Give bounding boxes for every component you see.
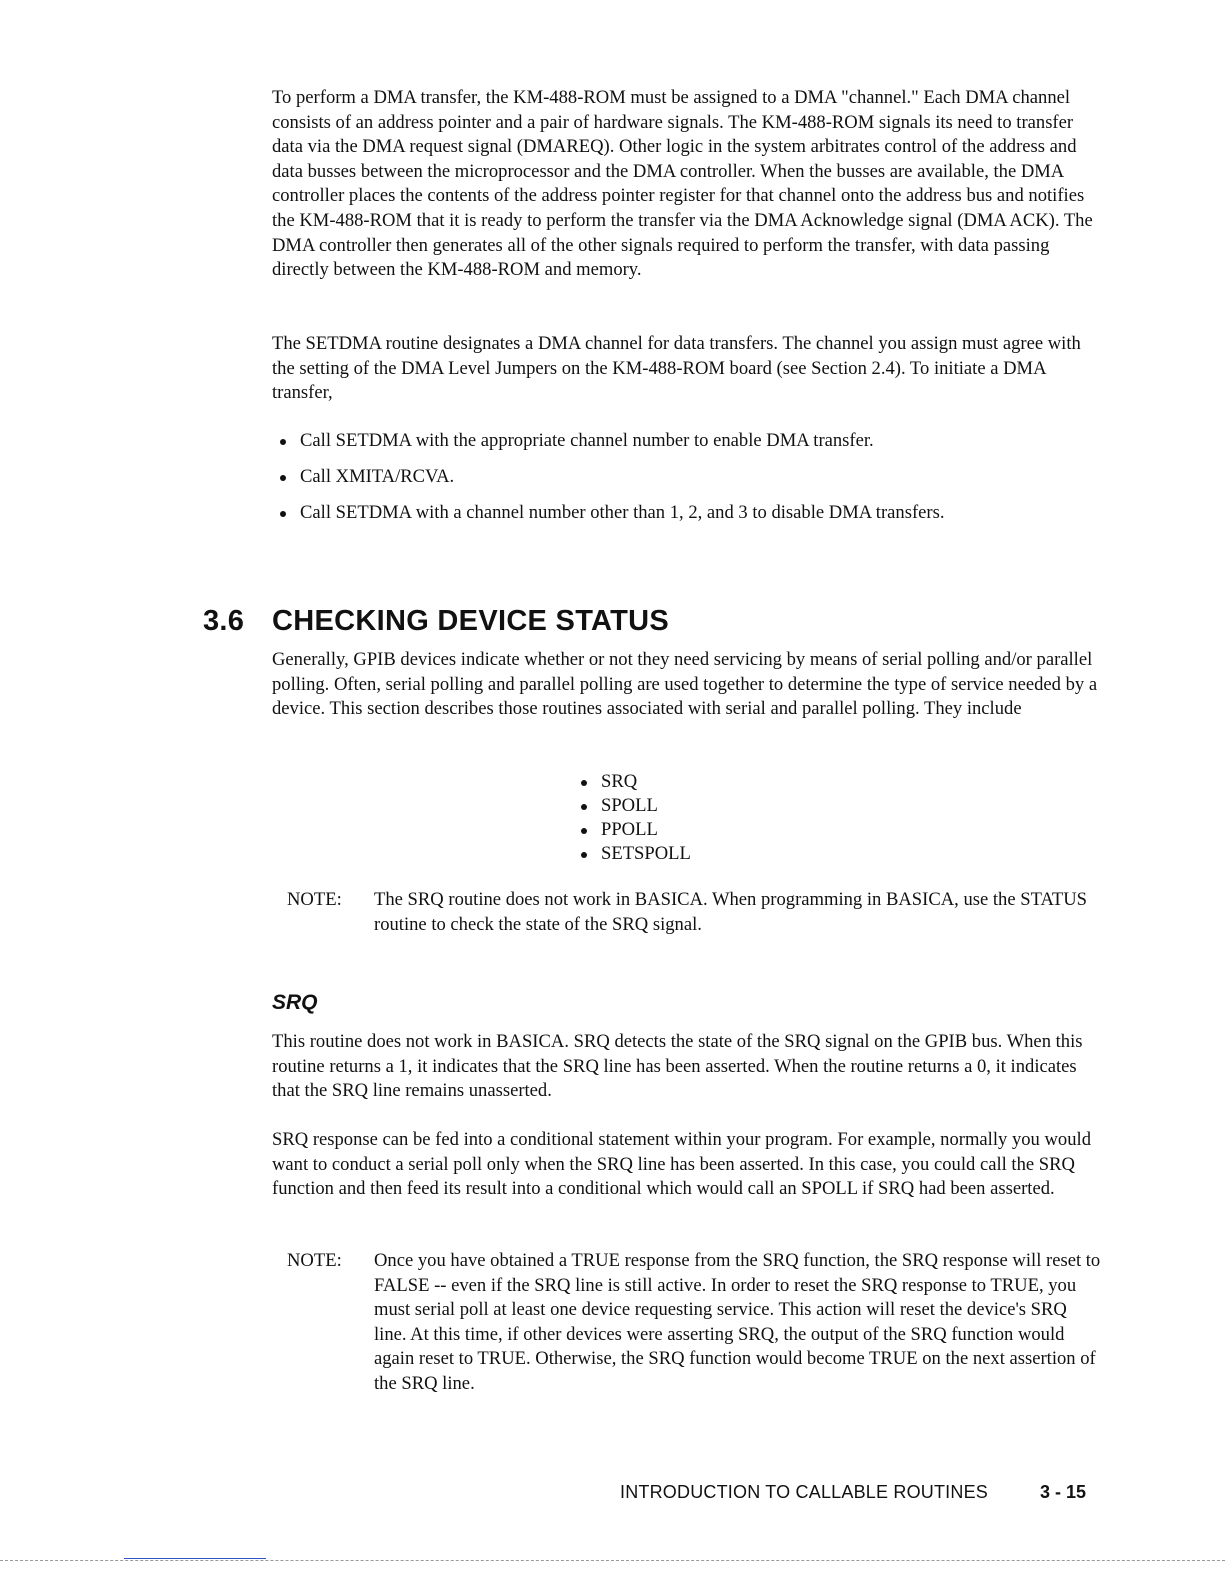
srq-usage-paragraph: SRQ response can be fed into a conditional statement within your program. For example, normally you would want to conduct a serial poll only when the SRQ line has been asserted. In this case, you could call the SRQ function and then feed its result into a conditional which would call an SPOLL if SRQ had been asserted. — [272, 1129, 1091, 1200]
list-item: SETSPOLL — [580, 842, 691, 866]
note-text: Once you have obtained a TRUE response from the SRQ function, the SRQ response will reset to FALSE -- even if the SRQ line is still active. In order to reset the SRQ response to TRUE, you must serial poll at least one device requesting service. This action will reset the device's SRQ line. At this time, if other devices were asserting SRQ, the output of the SRQ function would again reset to TRUE. Otherwise, the SRQ function would become TRUE on the next assertion of the SRQ line. — [374, 1250, 1101, 1394]
page-number: 3 - 15 — [1040, 1482, 1087, 1502]
note-text: The SRQ routine does not work in BASICA. When programming in BASICA, use the STATUS routine to check the state of the SRQ signal. — [374, 889, 1087, 935]
routine-list — [580, 770, 691, 866]
footer-chapter-title: INTRODUCTION TO CALLABLE ROUTINES — [620, 1482, 988, 1502]
list-item: Call SETDMA with a channel number other than 1, 2, and 3 to disable DMA transfers. — [278, 501, 1098, 525]
srq-description: This routine does not work in BASICA. SRQ detects the state of the SRQ signal on the GPIB bus. When this routine returns a 1, it indicates that the SRQ line has been asserted. When the routine returns a 0, it indicates that the SRQ line remains unasserted. — [272, 1031, 1083, 1102]
srq-reset-note — [287, 1249, 1107, 1425]
blue-link-underline — [124, 1558, 266, 1559]
setdma-paragraph: The SETDMA routine designates a DMA channel for data transfers. The channel you assign must agree with the setting of the DMA Level Jumpers on the KM-488-ROM board (see Section 2.4). To initiate a DMA transfer, — [272, 333, 1081, 404]
dma-transfer-paragraph: To perform a DMA transfer, the KM-488-ROM must be assigned to a DMA "channel." Each DMA channel consists of an address pointer and a pair of hardware signals. The KM-488-ROM signals its need to transfer data via the DMA request signal (DMAREQ). Other logic in the system arbitrates control of the address and data busses between the microprocessor and the DMA controller. When the busses are available, the DMA controller places the contents of the address pointer register for that channel onto the address bus and notifies the KM-488-ROM that it is ready to perform the transfer via the DMA Acknowledge signal (DMA ACK). The DMA controller then generates all of the other signals required to perform the transfer, with data passing directly between the KM-488-ROM and memory. — [272, 87, 1093, 281]
note-label: NOTE: — [287, 889, 342, 910]
srq-heading: SRQ — [272, 991, 318, 1014]
list-item: SPOLL — [580, 794, 691, 818]
list-item: SRQ — [580, 770, 691, 794]
note-label: NOTE: — [287, 1250, 342, 1271]
list-item: Call XMITA/RCVA. — [278, 465, 1098, 489]
list-item: PPOLL — [580, 818, 691, 842]
section-number: 3.6 — [203, 605, 245, 637]
list-item: Call SETDMA with the appropriate channel number to enable DMA transfer. — [278, 429, 1098, 453]
dma-steps-list — [278, 429, 1098, 537]
section-title: CHECKING DEVICE STATUS — [272, 605, 670, 637]
device-status-intro: Generally, GPIB devices indicate whether or not they need servicing by means of serial polling and/or parallel polling. Often, serial polling and parallel polling are used together to determine the type of service needed by a device. This section describes those routines associated with serial and parallel polling. They include — [272, 649, 1098, 720]
page-bottom-divider — [0, 1560, 1225, 1561]
basica-note — [287, 888, 1107, 940]
